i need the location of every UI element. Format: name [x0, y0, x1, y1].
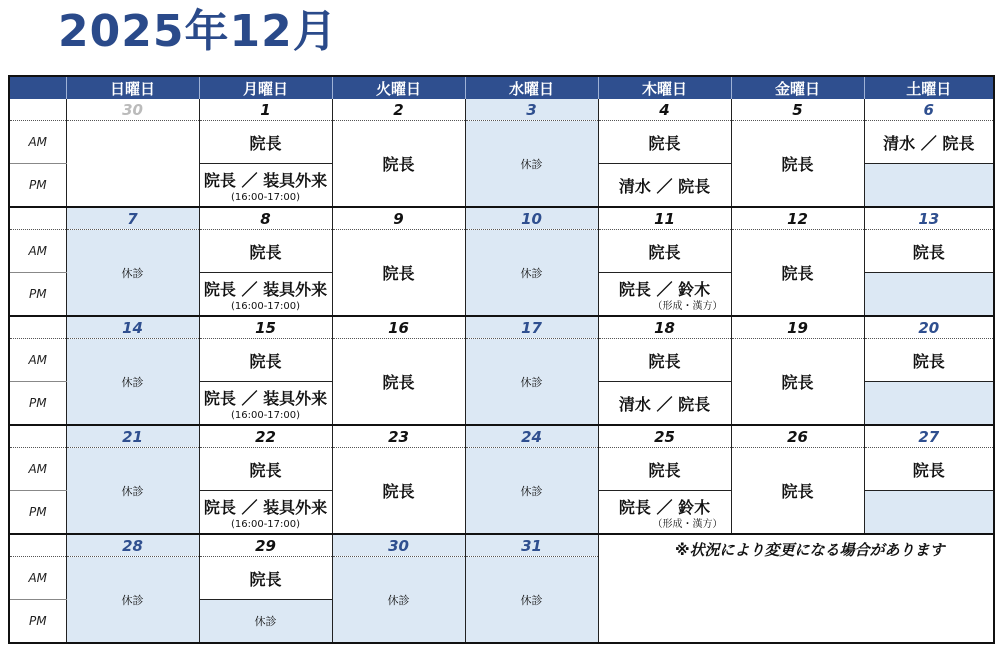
- date-cell: 27: [864, 425, 994, 448]
- page-title: 2025年12月: [58, 6, 338, 57]
- date-cell: 19: [731, 316, 864, 339]
- pm-label: PM: [28, 396, 47, 410]
- time-note: (16:00-17:00): [230, 300, 301, 312]
- am-label: AM: [9, 121, 66, 164]
- am-row: [9, 121, 994, 164]
- date-cell: 17: [465, 316, 598, 339]
- date-cell: 5: [731, 99, 864, 121]
- closed-cell: 休診: [465, 448, 598, 535]
- date-cell: 30: [332, 534, 465, 557]
- schedule-cell: 院長: [598, 339, 731, 382]
- closed-cell: 休診: [66, 448, 199, 535]
- schedule-cell: 院長 ／ 装具外来 (16:00-17:00): [199, 491, 332, 535]
- pm-label: PM: [28, 287, 47, 301]
- weekday-sunday: 日曜日: [66, 76, 199, 99]
- schedule-cell: 院長 ／ 鈴木 （形成・漢方）: [598, 273, 731, 317]
- weekday-header-row: [9, 76, 994, 99]
- schedule-cell: [864, 164, 994, 208]
- schedule-cell: 院長: [864, 230, 994, 273]
- date-row: [9, 316, 994, 339]
- closed-cell: 休診: [465, 339, 598, 426]
- weekday-tuesday: 火曜日: [332, 76, 465, 99]
- date-cell: 7: [66, 207, 199, 230]
- schedule-cell: 院長 ／ 装具外来 (16:00-17:00): [199, 382, 332, 426]
- pm-label: PM: [28, 178, 47, 192]
- date-row: [9, 534, 994, 557]
- calendar-table: [8, 75, 995, 644]
- date-cell: 13: [864, 207, 994, 230]
- schedule-cell: 院長: [731, 121, 864, 208]
- am-label: AM: [9, 230, 66, 273]
- date-cell: 2: [332, 99, 465, 121]
- schedule-cell: 院長: [332, 230, 465, 317]
- date-cell: 8: [199, 207, 332, 230]
- schedule-cell: 院長: [598, 230, 731, 273]
- schedule-cell: 院長: [199, 230, 332, 273]
- schedule-cell: 院長: [199, 121, 332, 164]
- date-cell: 4: [598, 99, 731, 121]
- schedule-cell: 院長: [332, 448, 465, 535]
- schedule-cell: 院長: [598, 121, 731, 164]
- header-corner: [9, 76, 66, 99]
- schedule-cell: 院長: [332, 121, 465, 208]
- closed-cell: 休診: [465, 230, 598, 317]
- time-note: (16:00-17:00): [230, 191, 301, 203]
- specialty-note: （形成・漢方）: [652, 518, 723, 530]
- date-cell: 24: [465, 425, 598, 448]
- time-note: (16:00-17:00): [230, 409, 301, 421]
- schedule-cell: 院長: [731, 448, 864, 535]
- date-row: [9, 425, 994, 448]
- date-row: [9, 207, 994, 230]
- date-cell: 16: [332, 316, 465, 339]
- am-label: AM: [9, 557, 66, 600]
- schedule-cell: 院長 ／ 装具外来 (16:00-17:00): [199, 273, 332, 317]
- schedule-cell: [864, 273, 994, 317]
- schedule-cell: 院長: [199, 557, 332, 600]
- closed-cell: 休診: [66, 339, 199, 426]
- date-cell: 23: [332, 425, 465, 448]
- schedule-cell: 院長: [864, 448, 994, 491]
- closed-cell: 休診: [66, 557, 199, 644]
- weekday-thursday: 木曜日: [598, 76, 731, 99]
- schedule-cell: 清水 ／ 院長: [864, 121, 994, 164]
- schedule-cell: 院長: [731, 230, 864, 317]
- pm-label: PM: [28, 505, 47, 519]
- closed-cell: 休診: [465, 121, 598, 208]
- weekday-saturday: 土曜日: [864, 76, 994, 99]
- pm-label: PM: [28, 614, 47, 628]
- schedule-cell: 院長: [731, 339, 864, 426]
- date-cell: 22: [199, 425, 332, 448]
- schedule-cell: 院長: [332, 339, 465, 426]
- schedule-cell: [66, 121, 199, 208]
- weekday-friday: 金曜日: [731, 76, 864, 99]
- am-row: [9, 448, 994, 491]
- date-cell: 31: [465, 534, 598, 557]
- date-cell: 15: [199, 316, 332, 339]
- date-cell: 14: [66, 316, 199, 339]
- closed-cell: 休診: [332, 557, 465, 644]
- am-row: [9, 230, 994, 273]
- closed-cell: 休診: [66, 230, 199, 317]
- date-row: [9, 99, 994, 121]
- date-cell: 30: [66, 99, 199, 121]
- date-cell: 29: [199, 534, 332, 557]
- schedule-cell: 院長: [864, 339, 994, 382]
- date-cell: 28: [66, 534, 199, 557]
- schedule-cell: 清水 ／ 院長: [598, 382, 731, 426]
- schedule-cell: 清水 ／ 院長: [598, 164, 731, 208]
- date-cell: 12: [731, 207, 864, 230]
- date-cell: 1: [199, 99, 332, 121]
- schedule-cell: 院長: [199, 448, 332, 491]
- time-note: (16:00-17:00): [230, 518, 301, 530]
- schedule-cell: 院長: [598, 448, 731, 491]
- date-cell: 26: [731, 425, 864, 448]
- date-cell: 25: [598, 425, 731, 448]
- schedule-cell: [864, 491, 994, 535]
- date-cell: 10: [465, 207, 598, 230]
- weekday-wednesday: 水曜日: [465, 76, 598, 99]
- schedule-cell: 院長 ／ 装具外来 (16:00-17:00): [199, 164, 332, 208]
- am-label: AM: [9, 339, 66, 382]
- closed-cell: 休診: [199, 600, 332, 644]
- am-label: AM: [9, 448, 66, 491]
- schedule-cell: 院長: [199, 339, 332, 382]
- specialty-note: （形成・漢方）: [652, 300, 723, 312]
- schedule-cell: 院長 ／ 鈴木 （形成・漢方）: [598, 491, 731, 535]
- date-cell: 6: [864, 99, 994, 121]
- date-cell: 18: [598, 316, 731, 339]
- schedule-change-note: ※状況により変更になる場合があります: [598, 534, 994, 643]
- am-row: [9, 339, 994, 382]
- closed-cell: 休診: [465, 557, 598, 644]
- weekday-monday: 月曜日: [199, 76, 332, 99]
- date-cell: 20: [864, 316, 994, 339]
- date-cell: 11: [598, 207, 731, 230]
- date-cell: 9: [332, 207, 465, 230]
- date-cell: 21: [66, 425, 199, 448]
- schedule-cell: [864, 382, 994, 426]
- date-cell: 3: [465, 99, 598, 121]
